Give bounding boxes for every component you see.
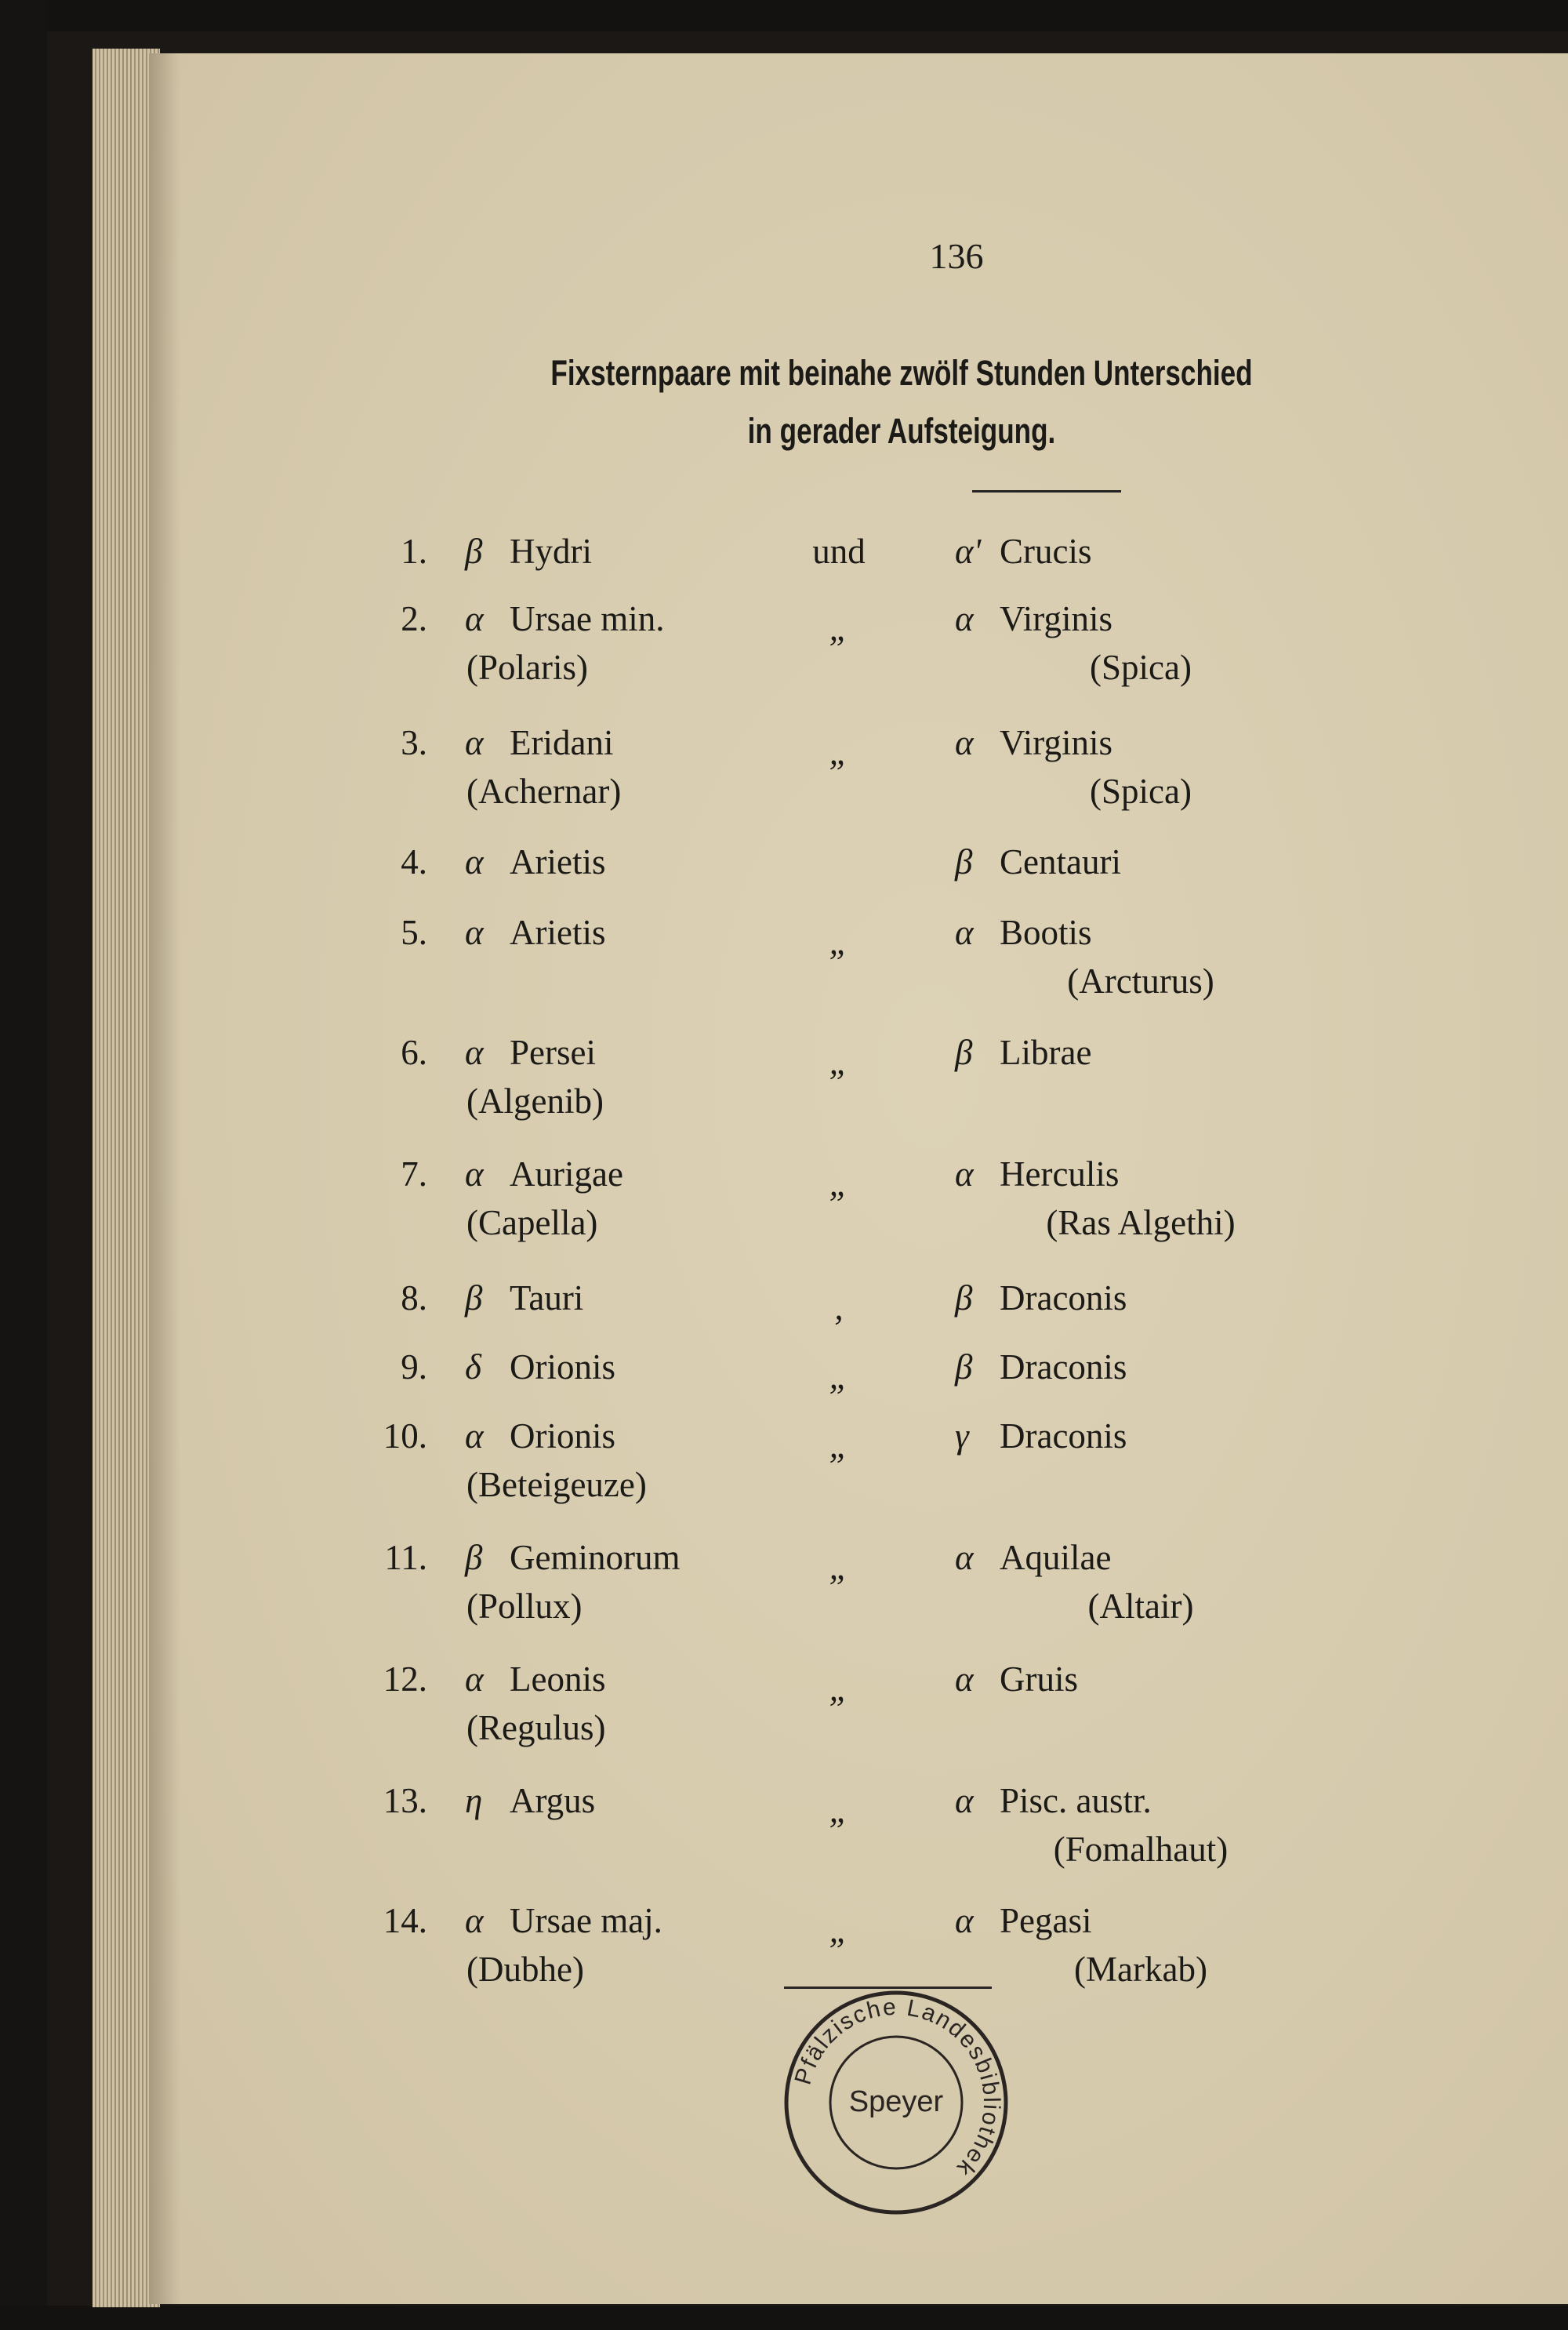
entry-number: 3. [401,723,427,762]
star-name: Arietis [510,842,606,881]
partner-letter: α [955,1781,974,1820]
star-common-name: (Achernar) [466,772,622,811]
star-name: Leonis [510,1659,606,1699]
partner-common-name: (Ras Algethi) [1046,1203,1236,1242]
partner-letter: γ [955,1416,969,1456]
star-name: Geminorum [510,1538,681,1577]
star-name: Hydri [510,532,592,571]
partner-common-name: (Spica) [1090,648,1192,687]
partner-common-name: (Spica) [1090,772,1192,811]
partner-letter: β [955,842,973,881]
entry-number: 5. [401,913,427,952]
partner-star-name: Librae [1000,1033,1092,1072]
partner-letter: β [955,1033,973,1072]
conjunction: „ [829,1790,849,1830]
star-name: Arietis [510,913,606,952]
entry-number: 1. [401,532,427,571]
star-common-name: (Capella) [466,1203,598,1242]
conjunction: , [834,1288,844,1327]
page-number: 136 [929,236,984,276]
partner-star-name: Virginis [1000,723,1112,762]
conjunction: und [812,532,866,571]
star-letter: α [465,913,484,952]
partner-star-name: Draconis [1000,1416,1127,1456]
partner-star-name: Virginis [1000,599,1112,638]
star-letter: δ [465,1347,481,1387]
conjunction: „ [829,1042,849,1081]
entry-number: 2. [401,599,427,638]
book-cover-left [0,0,47,2330]
partner-common-name: (Arcturus) [1067,961,1214,1001]
entry-number: 8. [401,1278,427,1318]
star-common-name: (Pollux) [466,1587,583,1626]
star-letter: α [465,723,484,762]
book-page [149,53,1568,2304]
star-common-name: (Algenib) [466,1081,604,1121]
star-pair-list [149,53,1568,2304]
partner-star-name: Aquilae [1000,1538,1112,1577]
star-letter: α [465,1033,484,1072]
partner-star-name: Crucis [1000,532,1092,571]
entry-number: 7. [401,1154,427,1194]
partner-common-name: (Altair) [1087,1587,1194,1626]
star-letter: β [465,1538,483,1577]
partner-letter: α' [955,532,982,571]
entry-number: 10. [383,1416,427,1456]
star-common-name: (Beteigeuze) [466,1465,647,1504]
conjunction: „ [829,1426,849,1465]
stamp-ring-text: Pfälzische Landesbibliothek [789,1994,1005,2183]
star-name: Orionis [510,1347,615,1387]
star-letter: α [465,842,484,881]
partner-star-name: Herculis [1000,1154,1120,1194]
star-common-name: (Dubhe) [466,1950,584,1989]
book-cover-bottom [0,2306,1568,2330]
star-name: Aurigae [510,1154,623,1194]
conjunction: „ [829,922,849,961]
star-name: Tauri [510,1278,584,1318]
entry-number: 6. [401,1033,427,1072]
partner-letter: α [955,1154,974,1194]
book-cover-top [0,0,1568,31]
star-common-name: (Polaris) [466,648,588,687]
star-name: Persei [510,1033,596,1072]
partner-star-name: Bootis [1000,913,1092,952]
conjunction: „ [829,1910,849,1950]
partner-common-name: (Markab) [1074,1950,1207,1989]
partner-star-name: Pisc. austr. [1000,1781,1152,1820]
star-letter: α [465,1416,484,1456]
partner-star-name: Draconis [1000,1278,1127,1318]
partner-letter: β [955,1278,973,1318]
partner-letter: α [955,599,974,638]
partner-letter: α [955,1659,974,1699]
entry-number: 11. [384,1538,427,1577]
conjunction: „ [829,1669,849,1708]
partner-letter: α [955,913,974,952]
partner-letter: α [955,723,974,762]
entry-number: 9. [401,1347,427,1387]
partner-common-name: (Fomalhaut) [1053,1830,1229,1869]
star-common-name: (Regulus) [466,1708,606,1747]
entry-number: 12. [383,1659,427,1699]
entry-number: 14. [383,1901,427,1940]
page-title-line-2: in gerader Aufsteigung. [747,411,1056,451]
partner-letter: β [955,1347,973,1387]
star-letter: β [465,532,483,571]
conjunction: „ [829,1357,849,1396]
partner-letter: α [955,1538,974,1577]
partner-letter: α [955,1901,974,1940]
conjunction: „ [829,732,849,772]
star-name: Eridani [510,723,614,762]
star-letter: α [465,1901,484,1940]
stamp-center-text: Speyer [848,2085,944,2118]
entry-number: 4. [401,842,427,881]
library-stamp [782,1989,1010,2216]
star-letter: β [465,1278,483,1318]
partner-star-name: Gruis [1000,1659,1078,1699]
partner-star-name: Centauri [1000,842,1121,881]
star-letter: α [465,599,484,638]
star-name: Ursae maj. [510,1901,662,1940]
conjunction: „ [829,1547,849,1587]
conjunction: „ [829,609,849,648]
star-name: Ursae min. [510,599,665,638]
partner-star-name: Draconis [1000,1347,1127,1387]
page-title-line-1: Fixsternpaare mit beinahe zwölf Stunden Unterschied [550,353,1253,393]
entry-number: 13. [383,1781,427,1820]
star-name: Orionis [510,1416,615,1456]
star-name: Argus [510,1781,596,1820]
star-letter: η [465,1781,483,1820]
partner-star-name: Pegasi [1000,1901,1092,1940]
star-letter: α [465,1659,484,1699]
star-letter: α [465,1154,484,1194]
conjunction: „ [829,1164,849,1203]
